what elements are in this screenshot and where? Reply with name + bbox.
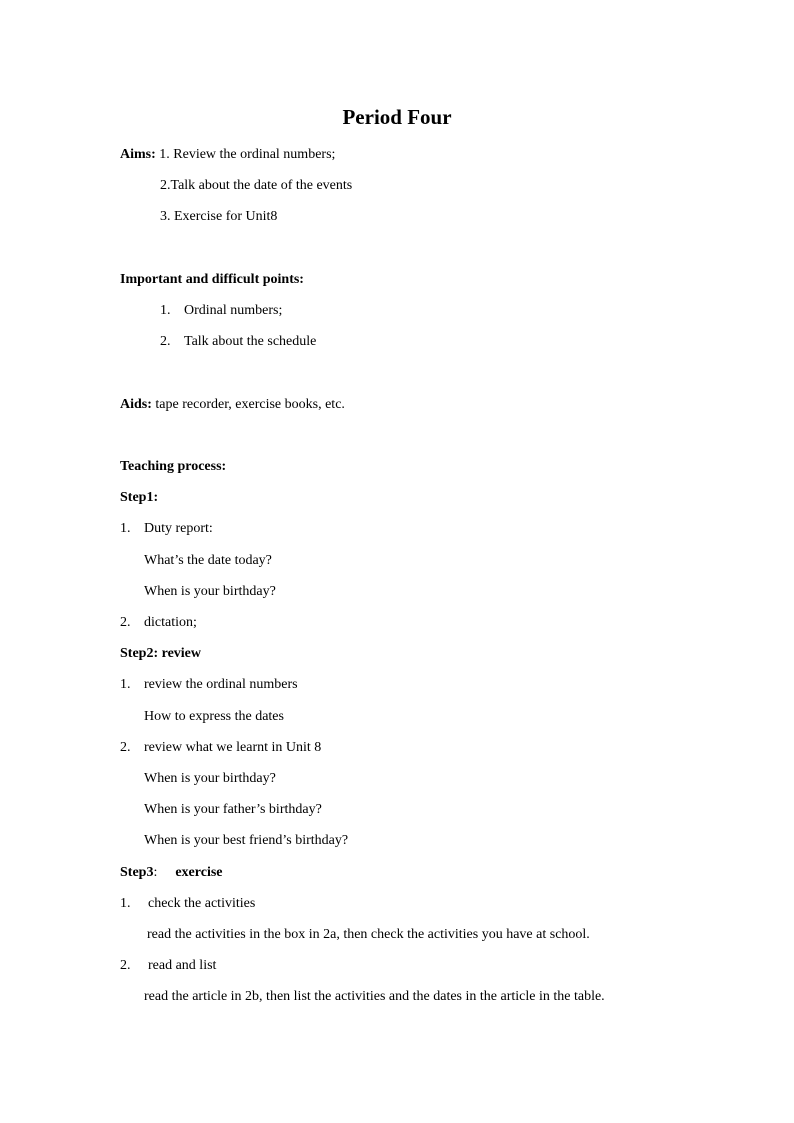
aims-item-2: 2.Talk about the date of the events <box>160 178 353 193</box>
step2-question-2: When is your father’s birthday? <box>144 802 322 817</box>
points-item-2-number: 2. <box>160 334 171 349</box>
step3-label: Step3 <box>120 865 154 880</box>
step1-question-2: When is your birthday? <box>144 584 276 599</box>
points-item-1-number: 1. <box>160 303 171 318</box>
page-title: Period Four <box>342 105 452 129</box>
step2-question-3: When is your best friend’s birthday? <box>144 833 349 848</box>
step3-label-text: exercise <box>175 865 223 880</box>
points-item-2 <box>160 333 316 351</box>
aids-label: Aids: <box>120 397 152 412</box>
step1-item-1-number: 1. <box>120 521 131 536</box>
aids-line <box>120 396 345 414</box>
aids-text: tape recorder, exercise books, etc. <box>155 397 345 412</box>
step3-item-2 <box>120 957 216 975</box>
step1-item-1 <box>120 520 213 538</box>
step2-item-1-sub: How to express the dates <box>144 709 284 724</box>
step2-label: Step2 <box>120 646 154 661</box>
aims-line-1 <box>120 146 335 164</box>
step2-question-1: When is your birthday? <box>144 771 276 786</box>
step3-item-1-number: 1. <box>120 896 131 911</box>
step1-item-2-number: 2. <box>120 615 131 630</box>
step2-heading <box>120 645 201 663</box>
step1-item-2 <box>120 614 197 632</box>
step2-label-suffix: : review <box>153 646 202 661</box>
step3-item-2-text: read and list <box>148 958 217 973</box>
step3-heading <box>120 864 223 882</box>
step3-item-1 <box>120 895 255 913</box>
step3-item-1-text: check the activities <box>148 896 256 911</box>
points-item-1-text: Ordinal numbers; <box>184 303 283 318</box>
points-item-1 <box>160 302 282 320</box>
aims-item-1: 1. Review the ordinal numbers; <box>159 147 336 162</box>
step2-item-2-text: review what we learnt in Unit 8 <box>144 740 322 755</box>
step2-item-1-number: 1. <box>120 677 131 692</box>
step3-item-2-detail: read the article in 2b, then list the activities and the dates in the article in the table. <box>144 989 605 1004</box>
step2-item-1 <box>120 676 298 694</box>
aims-item-3: 3. Exercise for Unit8 <box>160 209 278 224</box>
points-item-2-text: Talk about the schedule <box>184 334 317 349</box>
step3-item-2-number: 2. <box>120 958 131 973</box>
aims-label: Aims: <box>120 147 156 162</box>
step2-item-1-text: review the ordinal numbers <box>144 677 298 692</box>
step3-label-colon: : <box>153 865 158 880</box>
step1-label: Step1: <box>120 490 159 505</box>
step1-item-1-text: Duty report: <box>144 521 213 536</box>
step1-question-1: What’s the date today? <box>144 553 272 568</box>
points-label: Important and difficult points: <box>120 272 304 287</box>
step2-item-2 <box>120 739 321 757</box>
teaching-process-label: Teaching process: <box>120 459 227 474</box>
step3-item-1-detail: read the activities in the box in 2a, then check the activities you have at school. <box>147 927 590 942</box>
step2-item-2-number: 2. <box>120 740 131 755</box>
step1-item-2-text: dictation; <box>144 615 197 630</box>
